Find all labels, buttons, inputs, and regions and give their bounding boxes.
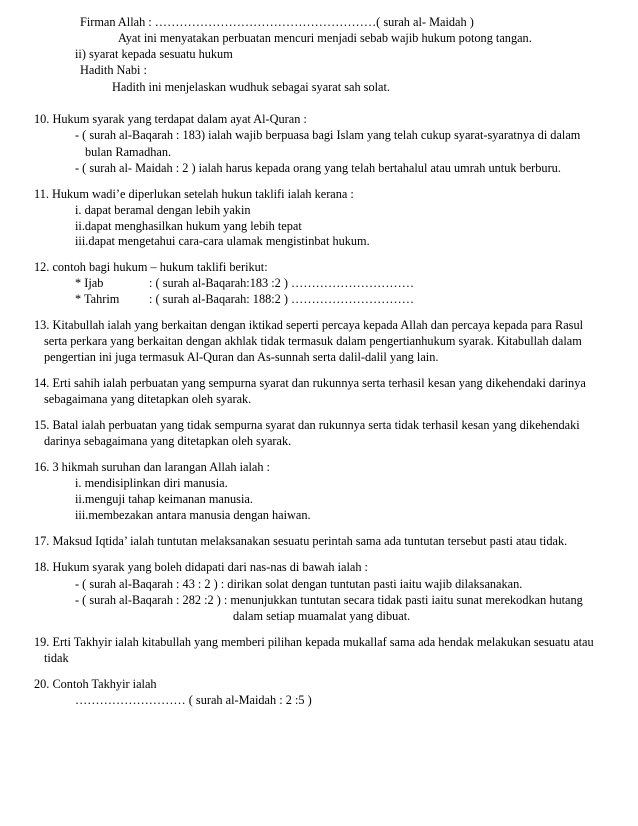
q11-item-i: i. dapat beramal dengan lebih yakin xyxy=(75,203,251,217)
q15-line-1: 15. Batal ialah perbuatan yang tidak sempurna syarat dan rukunnya serta tidak terhasil kesan yang dikehendaki xyxy=(34,418,580,432)
q10-title: 10. Hukum syarak yang terdapat dalam ayat Al-Quran : xyxy=(34,112,307,126)
q14-line-2: sebagaimana yang ditetapkan oleh syarak. xyxy=(44,392,252,406)
q12-tahrim-text: : ( surah al-Baqarah: 188:2 ) ………………………… xyxy=(149,292,415,306)
q15-line-2: darinya sebagaimana yang ditetapkan oleh syarak. xyxy=(44,434,292,448)
hadith-explain: Hadith ini menjelaskan wudhuk sebagai syarat sah solat. xyxy=(112,80,390,94)
firman-ii: ii) syarat kepada sesuatu hukum xyxy=(75,47,233,61)
q18-answer-2: - ( surah al-Baqarah : 282 :2 ) : menunjukkan tuntutan secara tidak pasti iaitu sunat merekodkan hutang xyxy=(75,593,583,607)
q12-tahrim-label: * Tahrim xyxy=(75,292,120,306)
q18-answer-2-cont: dalam setiap muamalat yang dibuat. xyxy=(233,609,411,623)
q16-title: 16. 3 hikmah suruhan dan larangan Allah ialah : xyxy=(34,460,270,474)
q12-ijab-text: : ( surah al-Baqarah:183 :2 ) ………………………… xyxy=(149,276,415,290)
q13-line-3: pengertian ini juga termasuk Al-Quran dan As-sunnah serta dalil-dalil yang lain. xyxy=(44,350,439,364)
q11-item-ii: ii.dapat menghasilkan hukum yang lebih tepat xyxy=(75,219,302,233)
q11-item-iii: iii.dapat mengetahui cara-cara ulamak mengistinbat hukum. xyxy=(75,234,370,248)
q20-line: ……………………… ( surah al-Maidah : 2 :5 ) xyxy=(75,693,312,707)
q12-title: 12. contoh bagi hukum – hukum taklifi berikut: xyxy=(34,260,268,274)
q10-answer-1-cont: bulan Ramadhan. xyxy=(85,145,172,159)
firman-line: Firman Allah : ………………………………………………( surah al- Maidah ) xyxy=(80,15,474,29)
q20-title: 20. Contoh Takhyir ialah xyxy=(34,677,157,691)
q16-item-i: i. mendisiplinkan diri manusia. xyxy=(75,476,228,490)
q10-answer-1: - ( surah al-Baqarah : 183) ialah wajib berpuasa bagi Islam yang telah cukup syarat-syaratnya di dalam xyxy=(75,128,581,142)
q16-item-ii: ii.menguji tahap keimanan manusia. xyxy=(75,492,253,506)
q19-line-2: tidak xyxy=(44,651,69,665)
q18-title: 18. Hukum syarak yang boleh didapati dari nas-nas di bawah ialah : xyxy=(34,560,368,574)
q14-line-1: 14. Erti sahih ialah perbuatan yang sempurna syarat dan rukunnya serta terhasil kesan yang dikehendaki darinya xyxy=(34,376,586,390)
q12-tahrim xyxy=(75,291,414,307)
q11-title: 11. Hukum wadi’e diperlukan setelah hukun taklifi ialah kerana : xyxy=(34,187,354,201)
q18-answer-1: - ( surah al-Baqarah : 43 : 2 ) : dirikan solat dengan tuntutan pasti iaitu wajib dilaksanakan. xyxy=(75,577,523,591)
q10-answer-2: - ( surah al- Maidah : 2 ) ialah harus kepada orang yang telah bertahalul atau umrah untuk berburu. xyxy=(75,161,561,175)
hadith-label: Hadith Nabi : xyxy=(80,63,147,77)
q16-item-iii: iii.membezakan antara manusia dengan haiwan. xyxy=(75,508,311,522)
q17-line-1: 17. Maksud Iqtida’ ialah tuntutan melaksanakan sesuatu perintah sama ada tuntutan tersebut pasti atau tidak. xyxy=(34,534,568,548)
q12-ijab-label: * Ijab xyxy=(75,276,104,290)
q13-line-1: 13. Kitabullah ialah yang berkaitan dengan iktikad seperti percaya kepada Allah dan percaya kepada para Rasul xyxy=(34,318,584,332)
q12-ijab xyxy=(75,275,414,291)
firman-explain: Ayat ini menyatakan perbuatan mencuri menjadi sebab wajib hukum potong tangan. xyxy=(118,31,532,45)
q13-line-2: serta perkara yang berkaitan dengan akhlak tidak termasuk dalam pengertianhukum syarak. Kitabullah dalam xyxy=(44,334,582,348)
q19-line-1: 19. Erti Takhyir ialah kitabullah yang memberi pilihan kepada mukallaf sama ada hendak melakukan sesuatu atau xyxy=(34,635,594,649)
